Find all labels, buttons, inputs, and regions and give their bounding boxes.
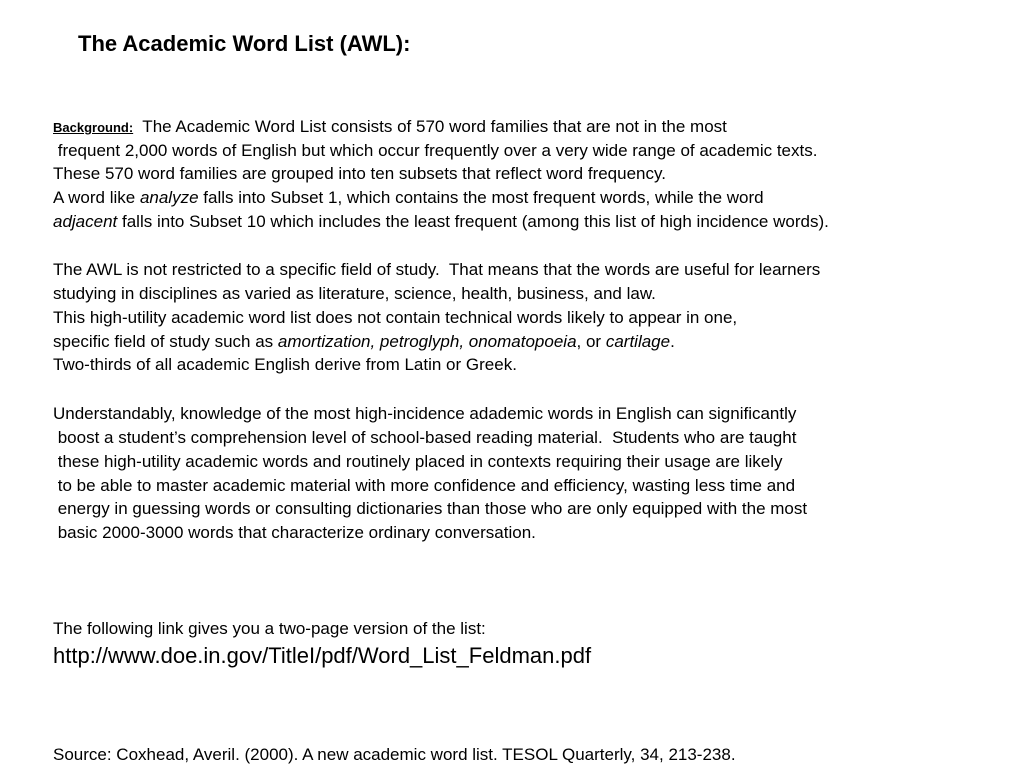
- background-line-5-post: falls into Subset 10 which includes the least frequent (among this list of high incidence words).: [117, 212, 829, 231]
- background-label: Background:: [53, 120, 134, 135]
- awl-line-4-pre: specific field of study such as: [53, 332, 278, 351]
- background-example-analyze: analyze: [139, 188, 199, 207]
- understand-line-5: energy in guessing words or consulting dictionaries than those who are only equipped with the most: [53, 499, 808, 518]
- background-line-2: frequent 2,000 words of English but which occur frequently over a very wide range of academic texts.: [53, 141, 818, 160]
- awl-example-cartilage: cartilage: [605, 332, 671, 351]
- awl-line-4: [53, 330, 675, 353]
- page-title: The Academic Word List (AWL):: [78, 31, 411, 56]
- background-line-4: [53, 186, 764, 209]
- background-line-5: [53, 210, 829, 233]
- background-line-3: These 570 word families are grouped into ten subsets that reflect word frequency.: [53, 164, 666, 183]
- background-line-1: [53, 115, 727, 139]
- awl-line-5: Two-thirds of all academic English derive from Latin or Greek.: [53, 355, 517, 374]
- source-citation: Source: Coxhead, Averil. (2000). A new academic word list. TESOL Quarterly, 34, 213-238.: [53, 745, 736, 764]
- awl-line-4-mid: , or: [576, 332, 606, 351]
- understand-line-2: boost a student’s comprehension level of school-based reading material. Students who are taught: [53, 428, 797, 447]
- background-line-4-pre: A word like: [53, 188, 140, 207]
- awl-line-2: studying in disciplines as varied as literature, science, health, business, and law.: [53, 284, 656, 303]
- awl-line-3: This high-utility academic word list does not contain technical words likely to appear in one,: [53, 308, 738, 327]
- background-text-1: The Academic Word List consists of 570 word families that are not in the most: [133, 117, 727, 136]
- awl-technical-examples: amortization, petroglyph, onomatopoeia: [277, 332, 577, 351]
- awl-line-1: The AWL is not restricted to a specific field of study. That means that the words are useful for learners: [53, 260, 821, 279]
- background-example-adjacent: adjacent: [53, 212, 118, 231]
- link-intro: The following link gives you a two-page version of the list:: [53, 619, 486, 638]
- understand-line-6: basic 2000-3000 words that characterize ordinary conversation.: [53, 523, 536, 542]
- understand-line-4: to be able to master academic material with more confidence and efficiency, wasting less time and: [53, 476, 796, 495]
- awl-line-4-post: .: [670, 332, 675, 351]
- word-list-link[interactable]: http://www.doe.in.gov/TitleI/pdf/Word_List_Feldman.pdf: [53, 643, 592, 668]
- understand-line-3: these high-utility academic words and routinely placed in contexts requiring their usage are likely: [53, 452, 783, 471]
- background-line-4-post: falls into Subset 1, which contains the most frequent words, while the word: [198, 188, 764, 207]
- understand-line-1: Understandably, knowledge of the most high-incidence adademic words in English can significantly: [53, 404, 797, 423]
